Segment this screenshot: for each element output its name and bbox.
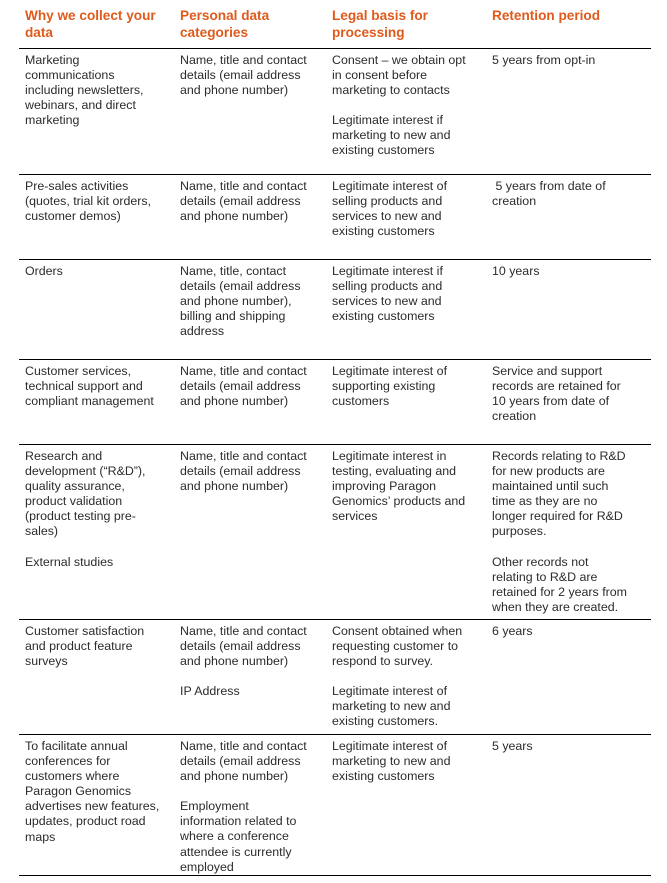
paragraph-gap — [180, 784, 320, 799]
header-line: Personal data — [180, 8, 270, 23]
cell-line: updates, product road — [25, 814, 146, 829]
cell-line: Customer services, — [25, 364, 132, 378]
cell-line: quality assurance, — [25, 479, 125, 494]
cell-line: 5 years from opt-in — [492, 53, 596, 67]
cell-line: Consent – we obtain opt — [332, 53, 466, 67]
cell-line: Consent obtained when — [332, 624, 463, 638]
cell-line: details (email address — [180, 279, 301, 294]
cell-line: details (email address — [180, 639, 301, 654]
cell-line: in consent before — [332, 68, 428, 83]
cell-line: purposes. — [492, 524, 547, 539]
cell-line: 5 years from date of — [492, 179, 606, 193]
cell-legal-basis — [326, 445, 486, 620]
cell-line: billing and shipping — [180, 309, 286, 324]
cell-line: sales) — [25, 524, 59, 539]
cell-line: Pre-sales activities — [25, 179, 129, 193]
cell-categories — [174, 620, 326, 735]
cell-line: and phone number) — [180, 479, 289, 494]
cell-line: respond to survey. — [332, 654, 434, 669]
cell-line: where a conference — [180, 829, 289, 844]
cell-retention — [486, 735, 651, 876]
cell-why — [19, 49, 174, 175]
cell-line: creation — [492, 194, 537, 209]
cell-line: supporting existing — [332, 379, 436, 394]
cell-legal-basis — [326, 260, 486, 360]
cell-line: marketing to new and — [332, 699, 451, 714]
cell-line: IP Address — [180, 684, 240, 699]
cell-line: conferences for — [25, 754, 111, 769]
cell-line: existing customers. — [332, 714, 439, 729]
cell-line: Name, title and contact — [180, 53, 307, 67]
cell-line: customers — [332, 394, 390, 409]
header-legal-basis — [326, 4, 486, 49]
cell-categories — [174, 49, 326, 175]
cell-line: surveys — [25, 654, 68, 669]
cell-retention — [486, 445, 651, 620]
cell-line: attendee is currently — [180, 844, 292, 859]
header-line: categories — [180, 24, 249, 40]
cell-retention — [486, 620, 651, 735]
cell-categories — [174, 260, 326, 360]
paragraph-gap — [180, 669, 320, 684]
cell-line: advertises new features, — [25, 799, 160, 814]
table-row — [19, 175, 651, 260]
cell-line: creation — [492, 409, 537, 424]
cell-line: Legitimate interest in — [332, 449, 447, 463]
cell-line: time as they are no — [492, 494, 598, 509]
cell-line: details (email address — [180, 379, 301, 394]
cell-retention — [486, 360, 651, 445]
table-row — [19, 260, 651, 360]
cell-why — [19, 260, 174, 360]
cell-line: Legitimate interest of — [332, 179, 448, 193]
cell-why — [19, 620, 174, 735]
cell-line: services to new and — [332, 209, 442, 224]
cell-legal-basis — [326, 175, 486, 260]
cell-line: To facilitate annual — [25, 739, 128, 753]
cell-line: Legitimate interest of — [332, 364, 448, 378]
cell-line: marketing to contacts — [332, 83, 450, 98]
cell-line: Name, title and contact — [180, 364, 307, 378]
cell-line: and phone number) — [180, 83, 289, 98]
cell-line: information related to — [180, 814, 297, 829]
header-line: Legal basis for — [332, 8, 428, 23]
table-row — [19, 49, 651, 175]
cell-line: records are retained for — [492, 379, 621, 394]
cell-line: and phone number), — [180, 294, 292, 309]
table-row — [19, 445, 651, 620]
cell-line: technical support and — [25, 379, 143, 394]
header-line: Retention period — [492, 8, 600, 23]
cell-line: requesting customer to — [332, 639, 459, 654]
cell-line: Name, title and contact — [180, 179, 307, 193]
cell-categories — [174, 735, 326, 876]
cell-why — [19, 445, 174, 620]
cell-line: and phone number) — [180, 654, 289, 669]
cell-retention — [486, 260, 651, 360]
cell-line: testing, evaluating and — [332, 464, 456, 479]
cell-line: and product feature — [25, 639, 133, 654]
cell-line: Employment — [180, 799, 249, 814]
cell-line: existing customers — [332, 309, 435, 324]
cell-line: customers where — [25, 769, 120, 784]
cell-line: details (email address — [180, 68, 301, 83]
header-line: processing — [332, 24, 405, 40]
cell-line: (product testing pre- — [25, 509, 136, 524]
cell-categories — [174, 445, 326, 620]
cell-line: existing customers — [332, 143, 435, 158]
cell-line: Legitimate interest if — [332, 113, 443, 128]
cell-line: Legitimate interest of — [332, 684, 448, 699]
cell-line: Legitimate interest if — [332, 264, 443, 278]
cell-line: customer demos) — [25, 209, 121, 224]
cell-line: Marketing — [25, 53, 80, 67]
paragraph-gap — [25, 540, 168, 555]
cell-line: Records relating to R&D — [492, 449, 626, 463]
table-row — [19, 360, 651, 445]
cell-line: selling products and — [332, 194, 443, 209]
cell-line: Name, title and contact — [180, 449, 307, 463]
cell-categories — [174, 360, 326, 445]
header-why — [19, 4, 174, 49]
cell-line: services — [332, 509, 378, 524]
cell-line: communications — [25, 68, 115, 83]
cell-why — [19, 360, 174, 445]
cell-legal-basis — [326, 360, 486, 445]
cell-line: Name, title and contact — [180, 624, 307, 638]
cell-retention — [486, 175, 651, 260]
cell-line: Research and — [25, 449, 103, 463]
cell-line: address — [180, 324, 225, 339]
cell-line: 5 years — [492, 739, 533, 753]
cell-legal-basis — [326, 620, 486, 735]
cell-line: Other records not — [492, 554, 589, 569]
cell-line: Paragon Genomics — [25, 784, 132, 799]
cell-line: 10 years — [492, 264, 540, 278]
cell-retention — [486, 49, 651, 175]
paragraph-gap — [332, 98, 480, 113]
retention-table — [19, 4, 651, 876]
cell-line: details (email address — [180, 194, 301, 209]
cell-line: improving Paragon — [332, 479, 437, 494]
cell-line: marketing to new and — [332, 128, 451, 143]
cell-line: including newsletters, — [25, 83, 144, 98]
cell-line: 6 years — [492, 624, 533, 638]
cell-line: details (email address — [180, 754, 301, 769]
cell-line: (quotes, trial kit orders, — [25, 194, 152, 209]
header-line: Why we collect your — [25, 8, 156, 23]
header-line: data — [25, 24, 53, 40]
cell-line: when they are created. — [492, 599, 619, 614]
cell-categories — [174, 175, 326, 260]
cell-line: Service and support — [492, 364, 603, 378]
cell-line: retained for 2 years from — [492, 584, 627, 599]
cell-line: Legitimate interest of — [332, 739, 448, 753]
cell-why — [19, 735, 174, 876]
cell-line: Name, title, contact — [180, 264, 287, 278]
cell-legal-basis — [326, 49, 486, 175]
cell-line: selling products and — [332, 279, 443, 294]
cell-line: for new products are — [492, 464, 605, 479]
cell-line: Customer satisfaction — [25, 624, 145, 638]
table-row — [19, 620, 651, 735]
cell-line: marketing — [25, 113, 80, 128]
cell-line: details (email address — [180, 464, 301, 479]
cell-line: maintained until such — [492, 479, 609, 494]
header-retention — [486, 4, 651, 49]
cell-line: compliant management — [25, 394, 154, 409]
cell-line: webinars, and direct — [25, 98, 136, 113]
cell-line: existing customers — [332, 769, 435, 784]
cell-line: development (“R&D”), — [25, 464, 146, 479]
cell-line: Name, title and contact — [180, 739, 307, 753]
cell-line: employed — [180, 859, 234, 874]
cell-why — [19, 175, 174, 260]
paragraph-gap — [332, 669, 480, 684]
cell-line: maps — [25, 829, 56, 844]
table-row — [19, 735, 651, 876]
cell-line: product validation — [25, 494, 123, 509]
cell-line: existing customers — [332, 224, 435, 239]
cell-line: External studies — [25, 554, 114, 569]
cell-line: 10 years from date of — [492, 394, 610, 409]
cell-line: relating to R&D are — [492, 569, 598, 584]
cell-line: and phone number) — [180, 209, 289, 224]
cell-line: and phone number) — [180, 394, 289, 409]
cell-line: marketing to new and — [332, 754, 451, 769]
cell-line: longer required for R&D — [492, 509, 623, 524]
cell-line: services to new and — [332, 294, 442, 309]
header-categories — [174, 4, 326, 49]
paragraph-gap — [492, 540, 645, 555]
cell-line: Orders — [25, 264, 63, 278]
cell-line: Genomics’ products and — [332, 494, 466, 509]
cell-line: and phone number) — [180, 769, 289, 784]
header-row — [19, 4, 651, 49]
cell-legal-basis — [326, 735, 486, 876]
